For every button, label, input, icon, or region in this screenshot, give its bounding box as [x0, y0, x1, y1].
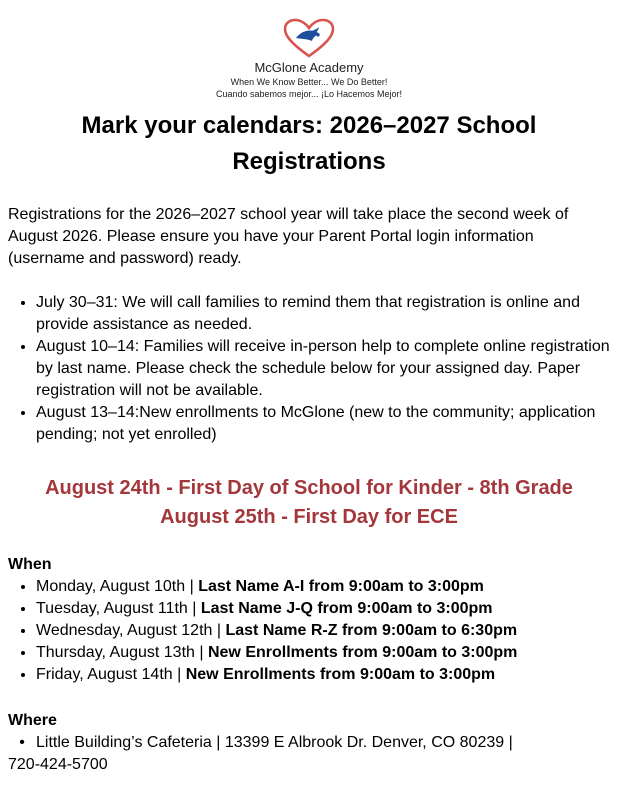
- org-name: McGlone Academy: [254, 60, 364, 75]
- list-item: • August 13–14:New enrollments to McGlone (new to the community; application pending; not yet enrolled): [36, 402, 610, 446]
- schedule-day: Thursday, August 13th |: [36, 644, 208, 661]
- page-title: Mark your calendars: 2026–2027 School Registrations: [81, 112, 537, 175]
- when-heading: When: [8, 556, 52, 573]
- schedule-day: Wednesday, August 12th |: [36, 622, 226, 639]
- list-item: • July 30–31: We will call families to remind them that registration is online and provide assistance as needed.: [36, 292, 610, 336]
- schedule-detail: Last Name R-Z from 9:00am to 6:30pm: [225, 622, 518, 639]
- when-list: [0, 576, 618, 686]
- schedule-day: Monday, August 10th |: [36, 578, 199, 595]
- list-item: • August 10–14: Families will receive in-person help to complete online registration by last name. Please check the schedule below for your assigned day. Paper registration will not be available.: [36, 336, 610, 402]
- list-item: [36, 620, 618, 642]
- heart-logo-icon: [282, 18, 336, 58]
- tagline-english: When We Know Better... We Do Better!: [230, 77, 388, 87]
- first-day-announcement: [0, 474, 618, 532]
- first-day-line-ece: August 25th - First Day for ECE: [160, 506, 458, 528]
- where-address: Little Building’s Cafeteria | 13399 E Albrook Dr. Denver, CO 80239 |: [36, 734, 513, 751]
- where-phone: 720-424-5700: [8, 756, 108, 773]
- schedule-detail: New Enrollments from 9:00am to 3:00pm: [185, 666, 496, 683]
- schedule-day: Tuesday, August 11th |: [36, 600, 201, 617]
- where-heading: Where: [8, 712, 57, 729]
- schedule-detail: New Enrollments from 9:00am to 3:00pm: [207, 644, 518, 661]
- list-item: [36, 642, 618, 664]
- tagline-spanish: Cuando sabemos mejor... ¡Lo Hacemos Mejor!: [215, 89, 403, 99]
- list-item: [36, 576, 618, 598]
- schedule-detail: Last Name J-Q from 9:00am to 3:00pm: [200, 600, 493, 617]
- intro-paragraph: Registrations for the 2026–2027 school year will take place the second week of August 2026. Please ensure you have your Parent Portal login information (username and password) ready.: [8, 206, 569, 267]
- header: [0, 0, 618, 100]
- updates-list: [0, 292, 618, 446]
- bullet-icon: •: [19, 734, 25, 751]
- schedule-day: Friday, August 14th |: [36, 666, 186, 683]
- first-day-line-k8: August 24th - First Day of School for Kinder - 8th Grade: [45, 477, 573, 499]
- where-address-line: [8, 732, 610, 754]
- list-item: [36, 598, 618, 620]
- schedule-detail: Last Name A-I from 9:00am to 3:00pm: [198, 578, 484, 595]
- list-item: [36, 664, 618, 686]
